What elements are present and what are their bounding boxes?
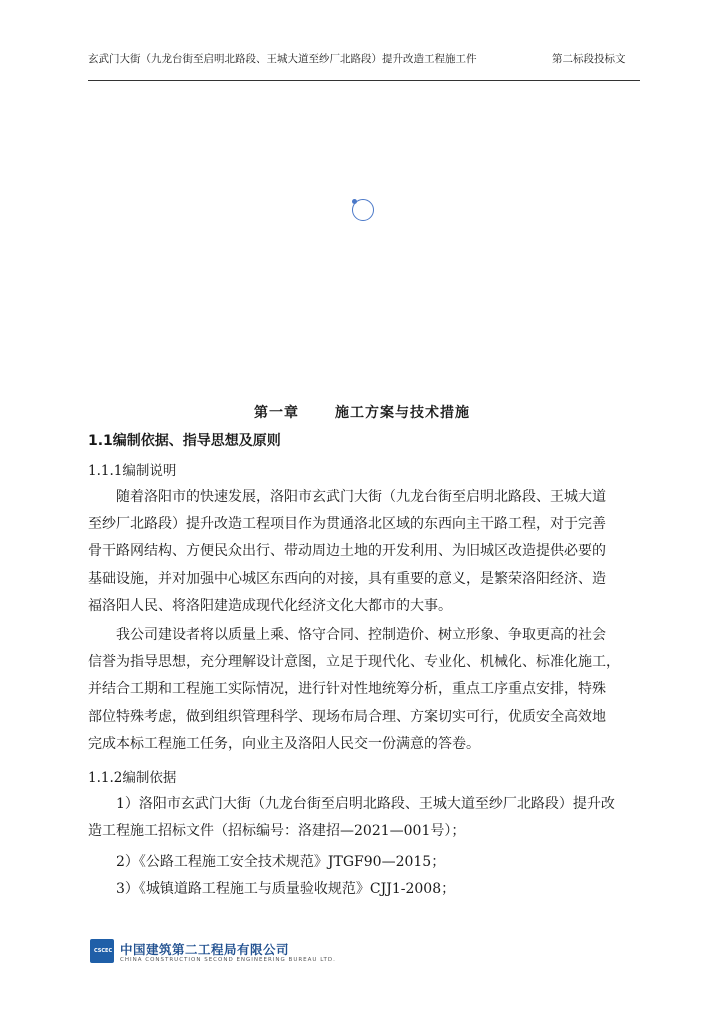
paragraph-line: 1）洛阳市玄武门大街（九龙台街至启明北路段、王城大道至纱厂北路段）提升改 [116,796,615,812]
basis-item-2: 2）《公路工程施工安全技术规范》JTGF90—2015； [116,854,446,870]
paragraph-line: 信誉为指导思想，充分理解设计意图，立足于现代化、专业化、机械化、标准化施工， [88,654,620,671]
paragraph-line: 至纱厂北路段）提升改造工程项目作为贯通洛北区域的东西向主干路工程，对于完善 [88,516,606,533]
paragraph-compilation-description [88,484,640,620]
section-heading-1-1: 1.1编制依据、指导思想及原则 [88,433,281,449]
company-name-english: CHINA CONSTRUCTION SECOND ENGINEERING BUREAU LTD. [120,957,336,963]
subsection-heading-1-1-2: 1.1.2编制依据 [88,770,177,786]
basis-item-3: 3）《城镇道路工程施工与质量验收规范》CJJ1-2008； [116,881,456,897]
company-logo-icon [90,939,114,963]
paragraph-line: 部位特殊考虑，做到组织管理科学、现场布局合理、方案切实可行，优质安全高效地 [88,708,606,725]
paragraph-line: 随着洛阳市的快速发展，洛阳市玄武门大街（九龙台街至启明北路段、王城大道 [116,489,606,505]
paragraph-line: 造工程施工招标文件（招标编号：洛建招—2021—001号）； [88,823,466,840]
header-project-title: 玄武门大街（九龙台街至启明北路段、王城大道至纱厂北路段）提升改造工程施工件 [88,53,477,65]
paragraph-line: 骨干路网结构、方便民众出行、带动周边土地的开发利用、为旧城区改造提供必要的 [88,543,606,560]
company-name-chinese: 中国建筑第二工程局有限公司 [120,942,290,957]
paragraph-line: 基础设施，并对加强中心城区东西向的对接，具有重要的意义，是繁荣洛阳经济、造 [88,570,606,587]
paragraph-line: 完成本标工程施工任务，向业主及洛阳人民交一份满意的答卷。 [88,735,480,752]
header-section-label: 第二标段投标文 [552,53,626,65]
paragraph-guiding-principle [88,622,640,758]
paragraph-line: 我公司建设者将以质量上乘、恪守合同、控制造价、树立形象、争取更高的社会 [116,627,606,643]
loading-spinner-dot [352,199,357,204]
company-logo-text: CSCEC [94,948,113,954]
basis-item-1 [88,791,640,845]
paragraph-line: 福洛阳人民、将洛阳建造成现代化经济文化大都市的大事。 [88,597,452,614]
subsection-heading-1-1-1: 1.1.1编制说明 [88,463,177,479]
header-divider [88,80,640,81]
paragraph-line: 并结合工期和工程施工实际情况，进行针对性地统筹分析，重点工序重点安排，特殊 [88,681,606,698]
chapter-title: 施工方案与技术措施 [335,405,470,421]
chapter-number: 第一章 [254,405,299,421]
chapter-heading [0,402,724,422]
